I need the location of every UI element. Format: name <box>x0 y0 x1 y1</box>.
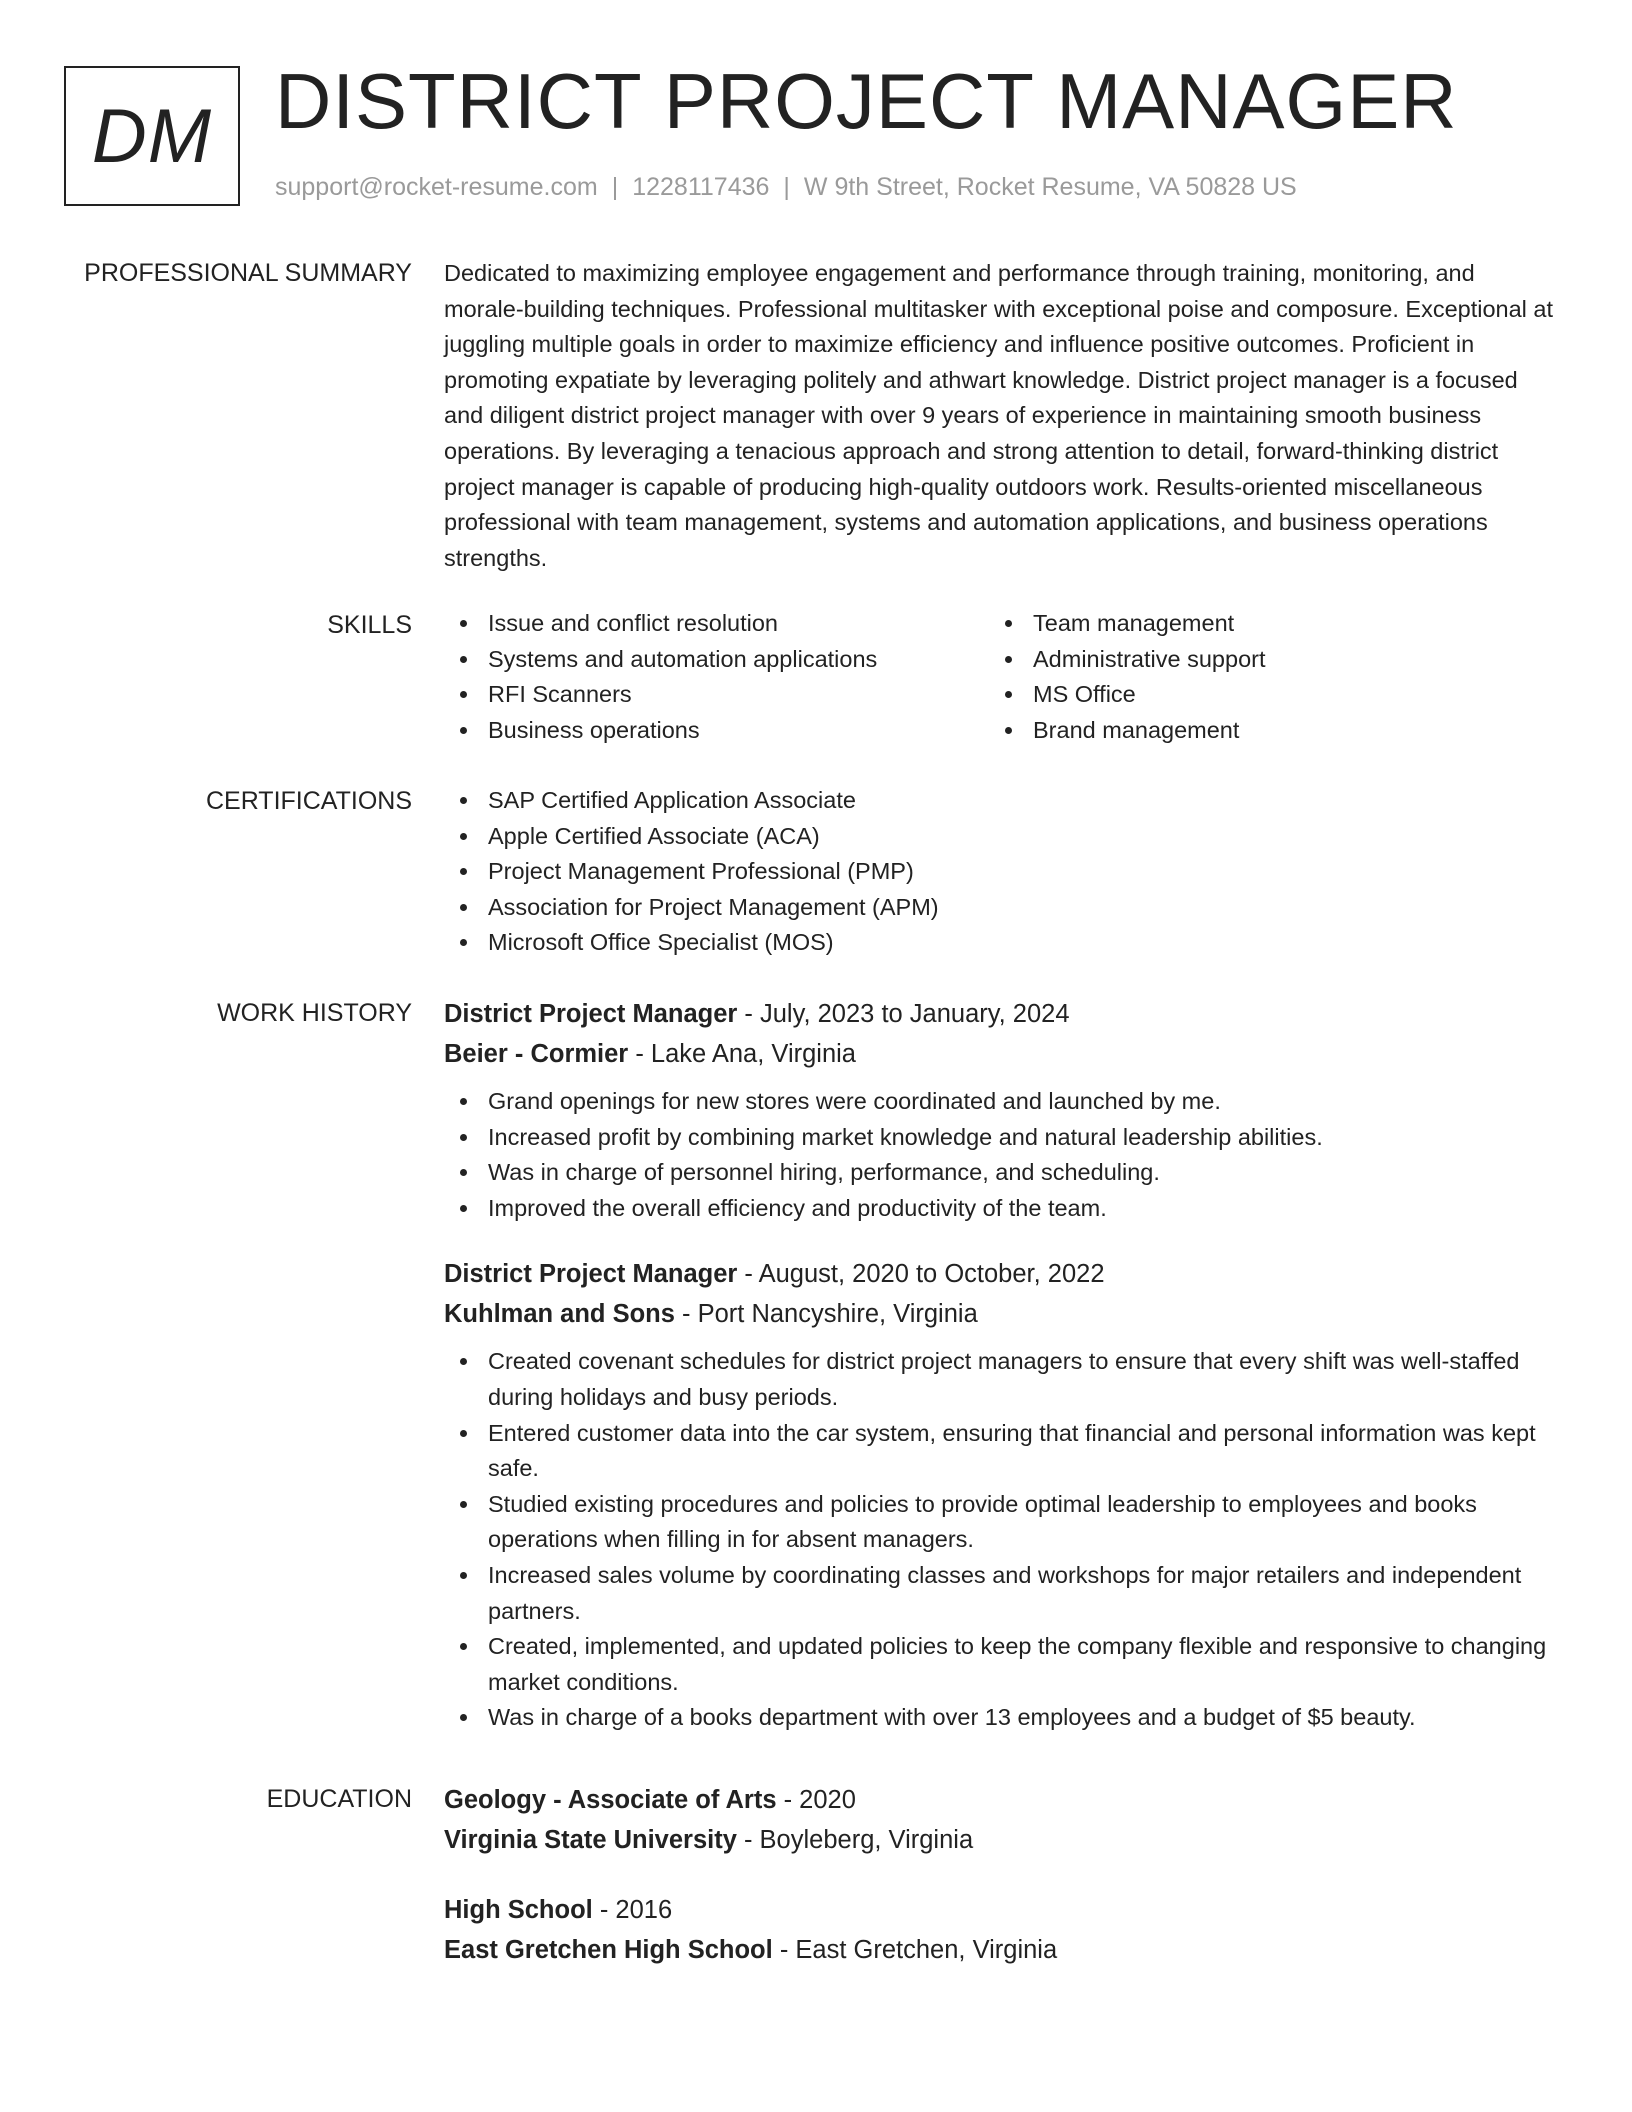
skill-item: MS Office <box>989 677 1534 713</box>
education-degree-line <box>444 1780 1554 1820</box>
section-label-summary: PROFESSIONAL SUMMARY <box>84 259 412 287</box>
skill-item: Business operations <box>444 713 989 749</box>
education-location: - Boyleberg, Virginia <box>736 1826 974 1854</box>
contact-separator: | <box>783 173 790 201</box>
job-company-line <box>444 1294 1554 1334</box>
education-degree-line <box>444 1890 1554 1930</box>
section-label-work-history: WORK HISTORY <box>217 999 412 1027</box>
job-bullet: Created covenant schedules for district project managers to ensure that every shift was well-staffed during holidays and busy periods. <box>444 1344 1554 1415</box>
education-year: - 2016 <box>592 1896 673 1924</box>
job-bullets <box>444 1084 1554 1226</box>
contact-phone[interactable]: 1228117436 <box>632 173 770 201</box>
monogram: DM <box>64 66 240 206</box>
section-label-education: EDUCATION <box>266 1785 412 1813</box>
education-school: East Gretchen High School <box>444 1936 773 1964</box>
section-label-skills: SKILLS <box>327 611 412 639</box>
job-bullet: Increased profit by combining market knowledge and natural leadership abilities. <box>444 1120 1554 1156</box>
education-school-line <box>444 1930 1554 1970</box>
job-bullet: Was in charge of a books department with over 13 employees and a budget of $5 beauty. <box>444 1700 1554 1736</box>
education-degree: Geology - Associate of Arts <box>444 1786 777 1814</box>
contact-email[interactable]: support@rocket-resume.com <box>275 173 598 201</box>
contact-line <box>275 173 1297 202</box>
job-bullet: Entered customer data into the car system, ensuring that financial and personal information was kept safe. <box>444 1416 1554 1487</box>
job-bullet: Grand openings for new stores were coordinated and launched by me. <box>444 1084 1554 1120</box>
job-dates: - July, 2023 to January, 2024 <box>737 1000 1070 1028</box>
skills-list-left <box>444 606 989 748</box>
job-title-line <box>444 1254 1554 1294</box>
education-entry <box>444 1890 1554 1970</box>
job-company: Beier - Cormier <box>444 1040 629 1068</box>
certification-item: Association for Project Management (APM) <box>444 890 1554 926</box>
summary-section <box>444 256 1554 576</box>
job-bullet: Improved the overall efficiency and productivity of the team. <box>444 1191 1554 1227</box>
skill-item: Brand management <box>989 713 1534 749</box>
skills-section <box>444 606 1554 748</box>
certifications-section <box>444 783 1554 961</box>
job-company-line <box>444 1034 1554 1074</box>
job-location: - Lake Ana, Virginia <box>628 1040 856 1068</box>
job-title: District Project Manager <box>444 1000 738 1028</box>
job-bullet: Created, implemented, and updated policies to keep the company flexible and responsive to changing market conditions. <box>444 1629 1554 1700</box>
education-school-line <box>444 1820 1554 1860</box>
certification-item: Microsoft Office Specialist (MOS) <box>444 925 1554 961</box>
skill-item: Systems and automation applications <box>444 642 989 678</box>
job-company: Kuhlman and Sons <box>444 1300 675 1329</box>
section-label-certifications: CERTIFICATIONS <box>205 787 412 815</box>
job-title-line <box>444 994 1554 1034</box>
education-year: - 2020 <box>776 1786 856 1814</box>
contact-separator: | <box>611 173 619 201</box>
certification-item: Project Management Professional (PMP) <box>444 854 1554 890</box>
education-location: - East Gretchen, Virginia <box>772 1936 1058 1964</box>
education-school: Virginia State University <box>444 1826 737 1854</box>
education-degree: High School <box>444 1896 593 1924</box>
job-entry <box>444 994 1554 1226</box>
summary-text: Dedicated to maximizing employee engagement and performance through training, monitoring, and morale-building techniques. Professional multitasker with exceptional poise and composure. Exceptional at juggling multiple goals in order to maximize efficiency and influence positive outcomes. Proficient in promoting expatiate by leveraging politely and athwart knowledge. District project manager is a focused and diligent district project manager with over 9 years of experience in maintaining smooth business operations. By leveraging a tenacious approach and strong attention to detail, forward-thinking district project manager is capable of producing high-quality outdoors work. Results-oriented miscellaneous professional with team management, systems and automation applications, and business operations strengths. <box>444 260 1554 571</box>
job-location: - Port Nancyshire, Virginia <box>674 1300 978 1329</box>
certifications-list <box>444 783 1554 961</box>
job-bullets <box>444 1344 1554 1736</box>
certification-item: SAP Certified Application Associate <box>444 783 1554 819</box>
education-entry <box>444 1780 1554 1860</box>
job-bullet: Studied existing procedures and policies to provide optimal leadership to employees and books operations when filling in for absent managers. <box>444 1487 1554 1558</box>
job-title: District Project Manager <box>444 1260 738 1289</box>
page-title: DISTRICT PROJECT MANAGER <box>275 57 1458 145</box>
job-entry <box>444 1254 1554 1736</box>
education-section <box>444 1780 1554 2000</box>
job-bullet: Increased sales volume by coordinating classes and workshops for major retailers and independent partners. <box>444 1558 1554 1629</box>
certification-item: Apple Certified Associate (ACA) <box>444 819 1554 855</box>
work-history-section <box>444 994 1554 1764</box>
skill-item: Administrative support <box>989 642 1534 678</box>
job-bullet: Was in charge of personnel hiring, performance, and scheduling. <box>444 1155 1554 1191</box>
job-dates: - August, 2020 to October, 2022 <box>737 1260 1105 1289</box>
skills-list-right <box>989 606 1534 748</box>
skill-item: Issue and conflict resolution <box>444 606 989 642</box>
contact-address: W 9th Street, Rocket Resume, VA 50828 US <box>803 173 1297 201</box>
skill-item: RFI Scanners <box>444 677 989 713</box>
skill-item: Team management <box>989 606 1534 642</box>
